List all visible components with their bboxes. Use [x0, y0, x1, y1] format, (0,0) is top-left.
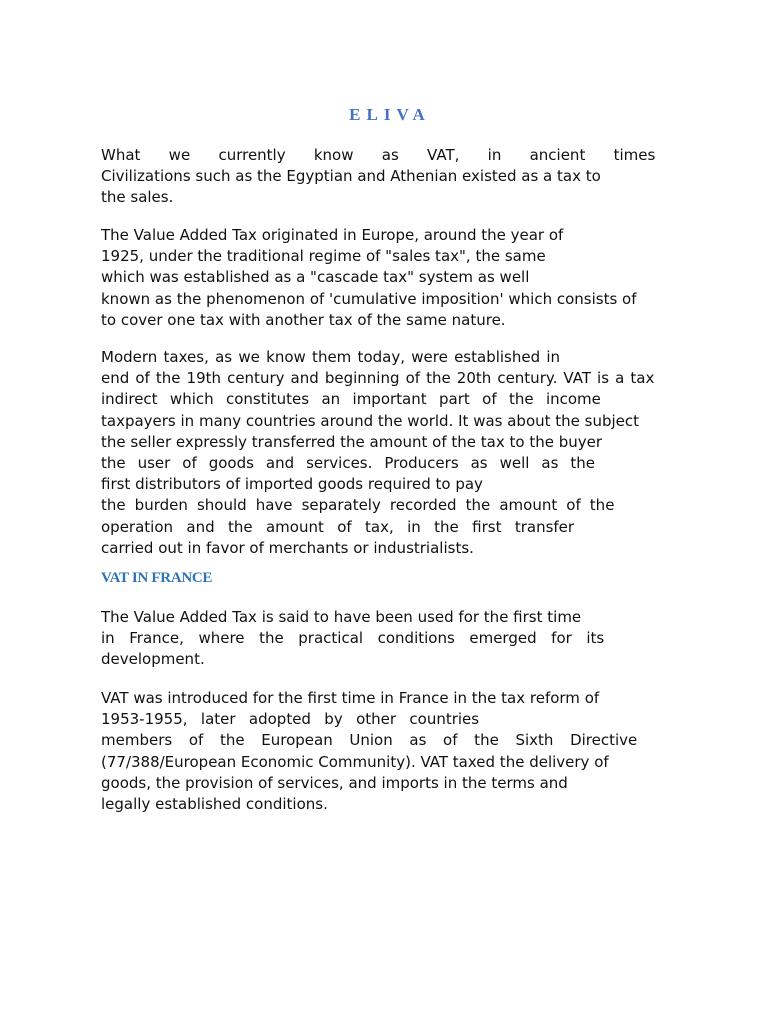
- text-line: which was established as a "cascade tax" system as well: [101, 268, 530, 287]
- paragraph-france-introduction: [101, 688, 637, 815]
- text-line: known as the phenomenon of 'cumulative imposition' which consists of: [101, 289, 637, 308]
- text-line: the sales.: [101, 188, 174, 207]
- paragraph-modern-taxes: [101, 347, 654, 559]
- paragraph-vat-origins: [101, 145, 655, 209]
- paragraph-europe-origin: [101, 225, 637, 331]
- text-line: the burden should have separately recorded the amount of the: [101, 496, 615, 515]
- text-line: the seller expressly transferred the amount of the tax to the buyer: [101, 432, 602, 451]
- text-line: What we currently know as VAT, in ancient times: [101, 146, 656, 164]
- text-line: development.: [101, 650, 205, 669]
- text-line: indirect which constitutes an important part of the income: [101, 390, 601, 409]
- paragraph-france-first-use: [101, 607, 604, 671]
- text-line: first distributors of imported goods required to pay: [101, 475, 483, 494]
- text-line: (77/388/European Economic Community). VAT taxed the delivery of: [101, 752, 609, 771]
- text-line: in France, where the practical conditions emerged for its: [101, 629, 605, 648]
- text-line: Modern taxes, as we know them today, were established in: [101, 348, 561, 366]
- text-line: 1925, under the traditional regime of "sales tax", the same: [101, 247, 546, 266]
- text-line: 1953-1955, later adopted by other countries: [101, 710, 480, 729]
- text-line: operation and the amount of tax, in the first transfer: [101, 517, 575, 536]
- text-line: The Value Added Tax originated in Europe, around the year of: [101, 226, 564, 244]
- document-title: ELIVA: [349, 105, 431, 124]
- text-line: Civilizations such as the Egyptian and Athenian existed as a tax to: [101, 167, 601, 186]
- section-heading: VAT IN FRANCE: [101, 570, 213, 586]
- text-line: members of the European Union as of the Sixth Directive: [101, 731, 638, 750]
- text-line: The Value Added Tax is said to have been used for the first time: [101, 608, 582, 626]
- text-line: to cover one tax with another tax of the same nature.: [101, 310, 506, 329]
- text-line: end of the 19th century and beginning of the 20th century. VAT is a tax: [101, 369, 655, 388]
- text-line: legally established conditions.: [101, 795, 328, 814]
- text-line: taxpayers in many countries around the world. It was about the subject: [101, 411, 640, 430]
- text-line: VAT was introduced for the first time in France in the tax reform of: [101, 689, 600, 707]
- text-line: the user of goods and services. Producers as well as the: [101, 454, 595, 473]
- text-line: goods, the provision of services, and imports in the terms and: [101, 773, 568, 792]
- text-line: carried out in favor of merchants or industrialists.: [101, 538, 474, 557]
